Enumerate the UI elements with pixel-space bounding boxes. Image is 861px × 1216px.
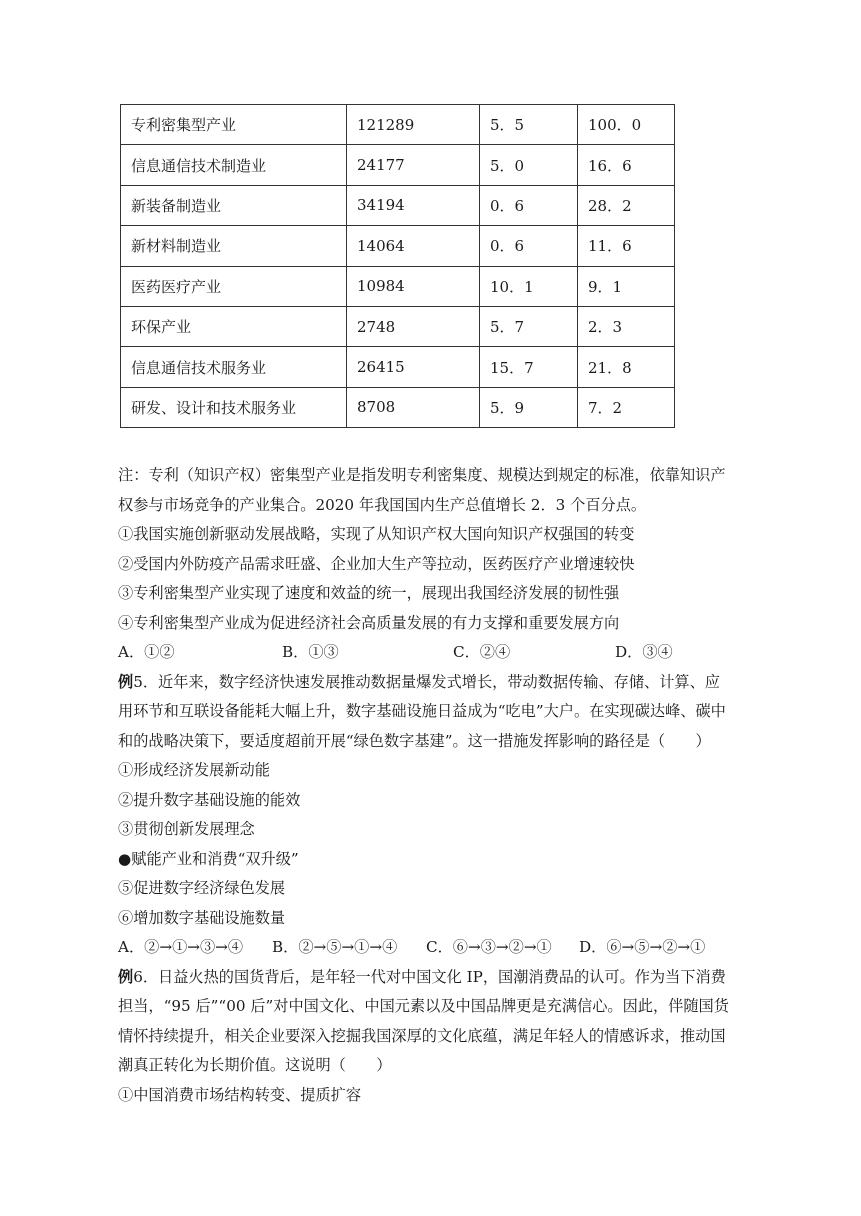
table-cell: 0．6 [480,226,578,266]
table-cell: 34194 [347,185,480,225]
table-cell: 环保产业 [121,306,347,346]
table-cell: 2．3 [578,306,675,346]
statement-item: ①形成经济发展新动能 [118,761,270,779]
statement-item: ④专利密集型产业成为促进经济社会高质量发展的有力支撑和重要发展方向 [118,613,620,632]
table-row [121,145,675,185]
question-stem: 情怀持续提升，相关企业要深入挖掘我国深厚的文化底蕴，满足年轻人的情感诉求，推动国 [118,1026,726,1045]
table-cell: 10984 [347,266,480,306]
table-cell: 24177 [347,145,480,185]
table-cell: 0．6 [480,185,578,225]
table-cell: 21．8 [578,347,675,387]
table-cell: 新材料制造业 [121,226,347,266]
table-cell: 信息通信技术服务业 [121,347,347,387]
note-line: 权参与市场竞争的产业集合。2020 年我国国内生产总值增长 2．3 个百分点。 [118,495,647,514]
question-stem: 用环节和互联设备能耗大幅上升，数字基础设施日益成为“吃电”大户。在实现碳达峰、碳中 [118,702,726,720]
answer-options [118,638,758,668]
table-cell: 11．6 [578,226,675,266]
table-row [121,185,675,225]
option-c: C．②④ [453,643,511,661]
table-cell: 7．2 [578,387,675,427]
table-cell: 16．6 [578,145,675,185]
statement-item: ②受国内外防疫产品需求旺盛、企业加大生产等拉动，医药医疗产业增速较快 [118,554,635,573]
table-cell: 10．1 [480,266,578,306]
table-cell: 研发、设计和技术服务业 [121,387,347,427]
option-b: B．②→⑤→①→④ [272,938,398,956]
table-row [121,105,675,145]
example-label: 例 [118,672,134,691]
question-stem: 和的战略决策下，要适度超前开展“绿色数字基建”。这一措施发挥影响的路径是（ ） [118,731,711,750]
statement-item: ②提升数字基础设施的能效 [118,790,301,809]
table-cell: 9．1 [578,266,675,306]
example-label: 例 [118,967,134,986]
table-cell: 121289 [347,105,480,145]
table-cell: 14064 [347,226,480,266]
statement-item: ③贯彻创新发展理念 [118,820,255,838]
question-stem: 担当，“95 后”“00 后”对中国文化、中国元素以及中国品牌更是充满信心。因此，伴随国货 [118,997,729,1015]
option-c: C．⑥→③→②→① [426,938,552,956]
question-stem: 例6．日益火热的国货背后，是年轻一代对中国文化 IP，国潮消费品的认可。作为当下消费 [118,967,726,986]
option-d: D．⑥→⑤→②→① [579,938,706,956]
table-cell: 26415 [347,347,480,387]
table-cell: 5．9 [480,387,578,427]
table-cell: 专利密集型产业 [121,105,347,145]
statement-item: ●赋能产业和消费“双升级” [118,849,299,868]
question-stem: 例5．近年来，数字经济快速发展推动数据量爆发式增长，带动数据传输、存储、计算、应 [118,672,720,691]
table-row [121,387,675,427]
table-cell: 8708 [347,387,480,427]
statement-item: ①我国实施创新驱动发展战略，实现了从知识产权大国向知识产权强国的转变 [118,525,635,543]
table-cell: 15．7 [480,347,578,387]
table-cell: 100．0 [578,105,675,145]
note-line: 注：专利（知识产权）密集型产业是指发明专利密集度、规模达到规定的标准，依靠知识产 [118,466,726,484]
table-cell: 5．7 [480,306,578,346]
statement-item: ⑤促进数字经济绿色发展 [118,879,286,897]
table-cell: 新装备制造业 [121,185,347,225]
industry-data-table [120,104,675,428]
statement-item: ③专利密集型产业实现了速度和效益的统一，展现出我国经济发展的韧性强 [118,584,620,602]
table-cell: 5．5 [480,105,578,145]
table-row [121,306,675,346]
option-d: D．③④ [615,643,673,661]
table-cell: 28．2 [578,185,675,225]
table-cell: 医药医疗产业 [121,266,347,306]
answer-options [118,933,758,963]
question-stem: 潮真正转化为长期价值。这说明（ ） [118,1056,392,1074]
statement-item: ①中国消费市场结构转变、提质扩容 [118,1085,361,1104]
question-text-block [118,461,758,1110]
option-a: A．②→①→③→④ [118,938,244,956]
option-a: A．①② [118,643,175,661]
table-cell: 5．0 [480,145,578,185]
table-row [121,266,675,306]
table-row [121,347,675,387]
table-cell: 信息通信技术制造业 [121,145,347,185]
table-cell: 2748 [347,306,480,346]
option-b: B．①③ [282,643,339,661]
statement-item: ⑥增加数字基础设施数量 [118,908,286,927]
table-row [121,226,675,266]
